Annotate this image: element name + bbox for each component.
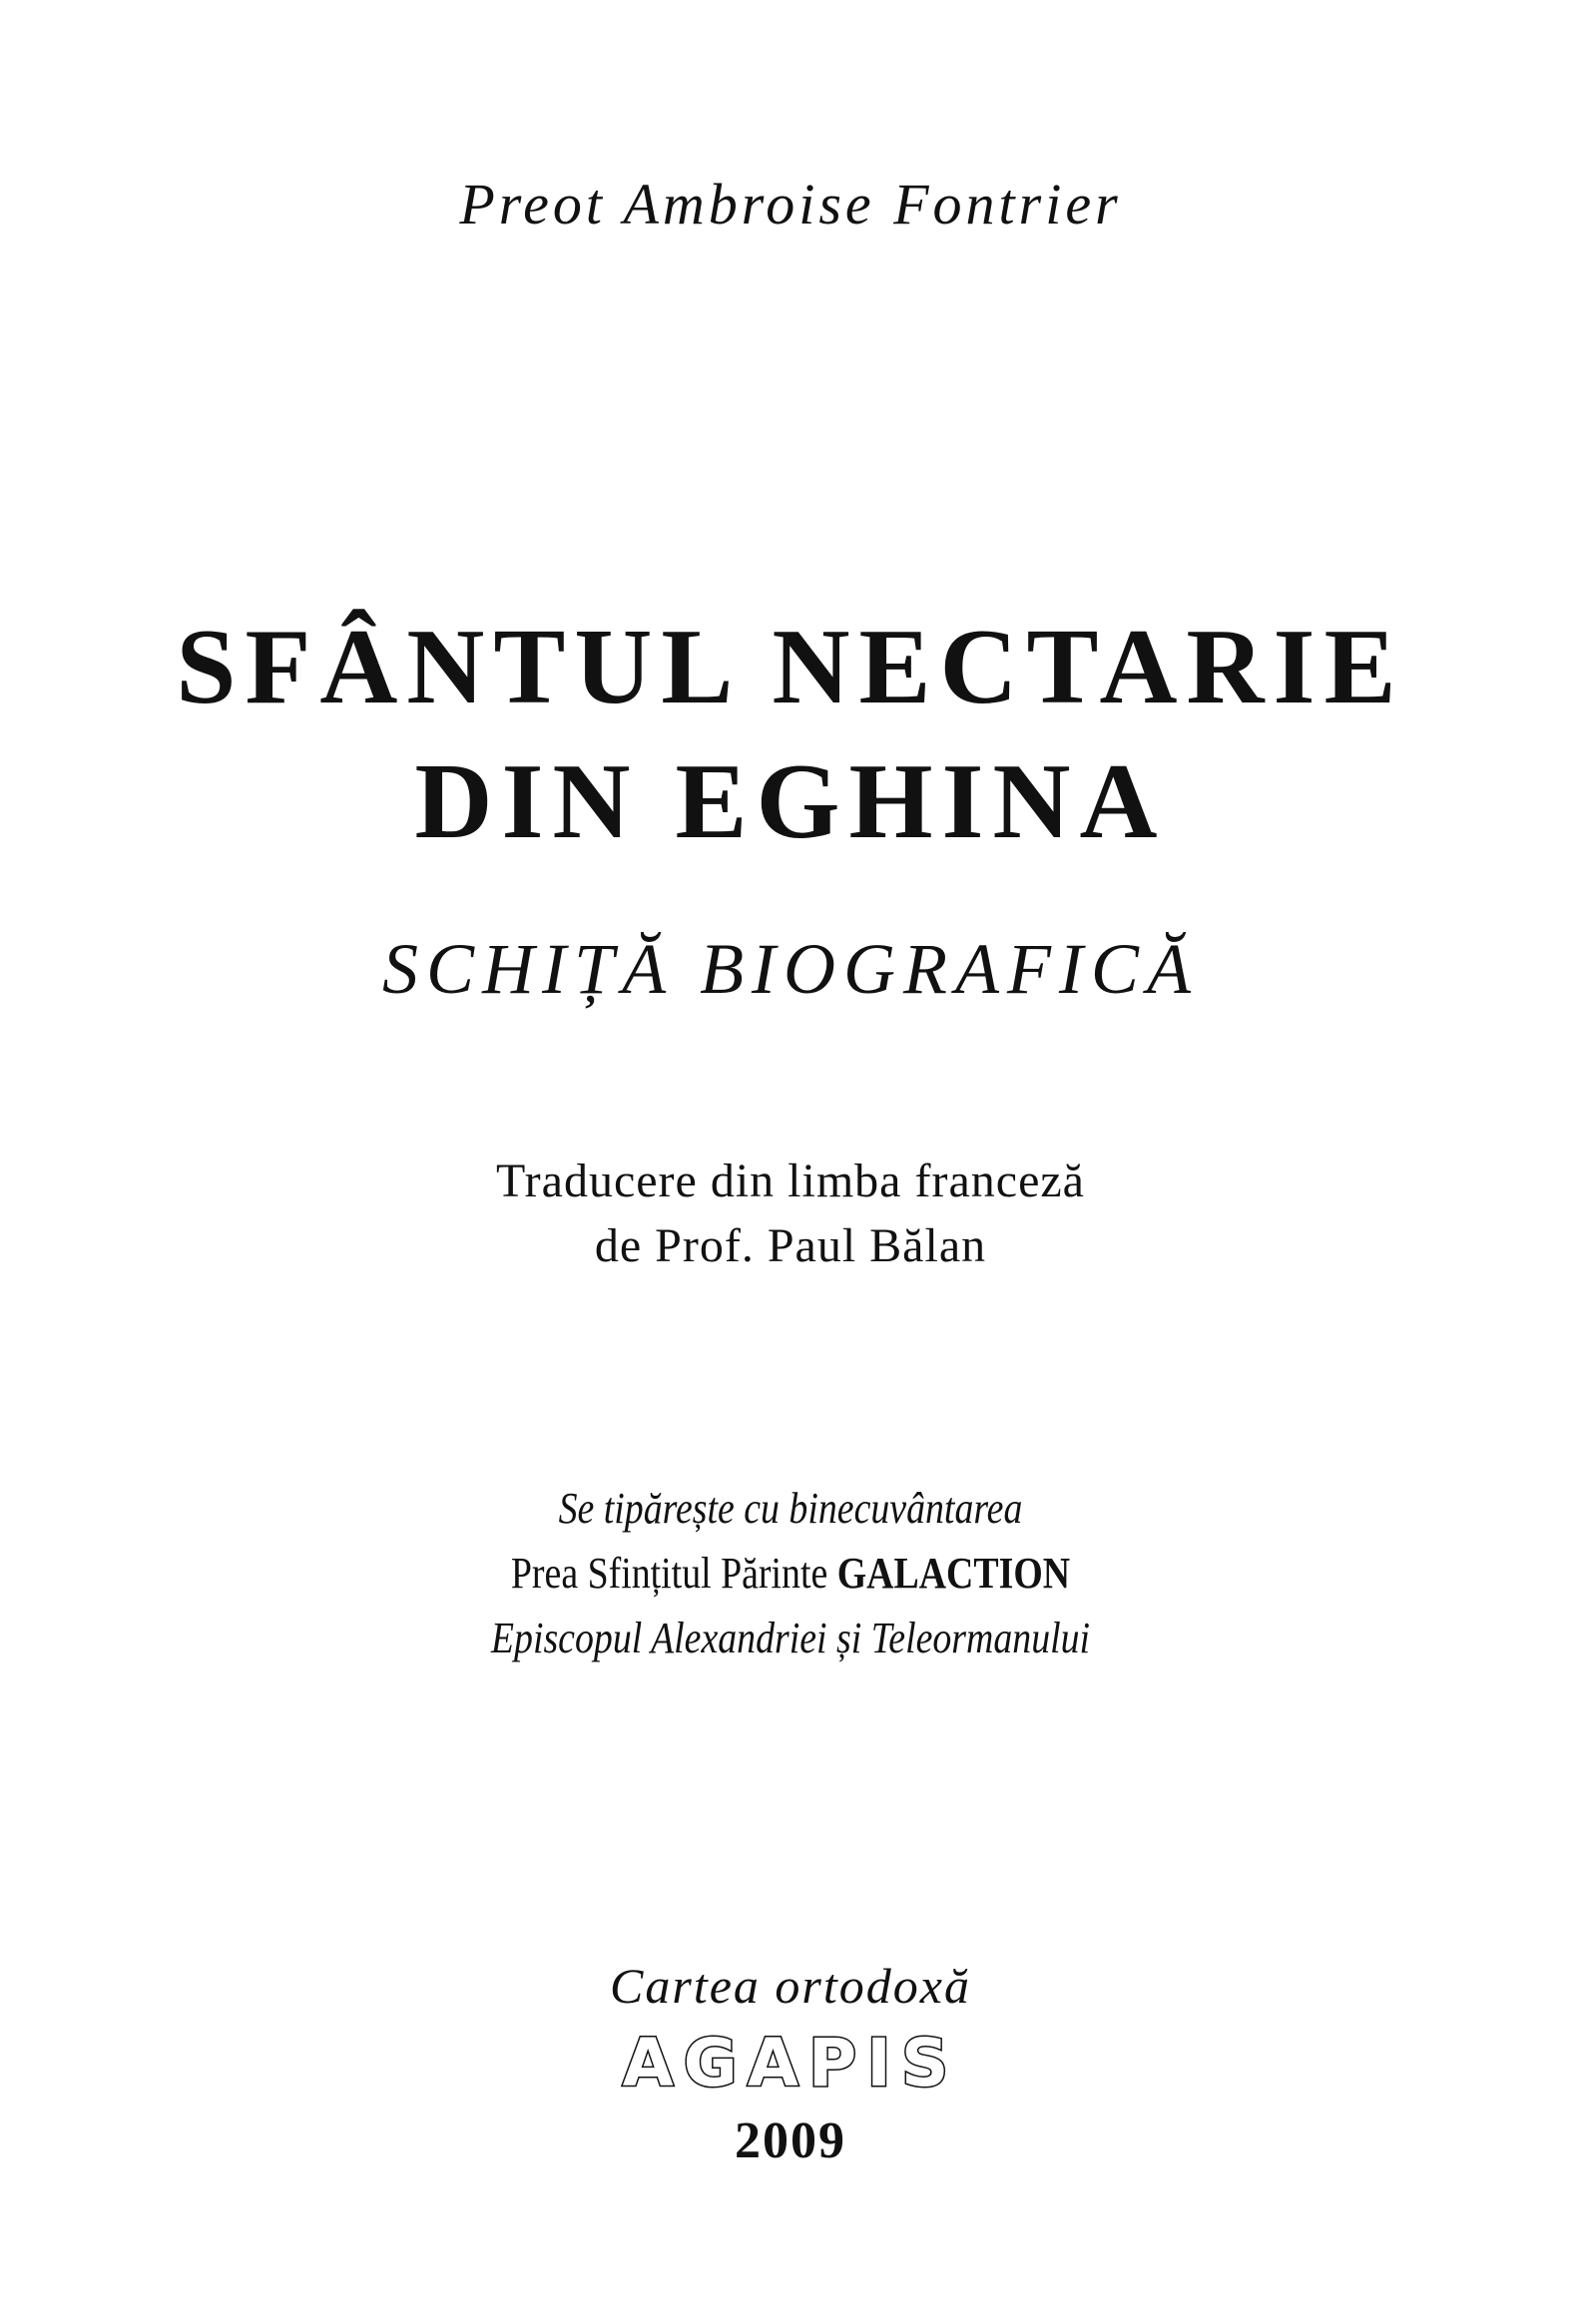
book-title-line-1: SFÂNTUL NECTARIE xyxy=(176,608,1405,726)
blessing-line-1: Se tipărește cu binecuvântarea xyxy=(558,1484,1023,1533)
blessing-title: Prea Sfințitul Părinte xyxy=(510,1549,828,1598)
translation-note: Traducere din limba franceză xyxy=(496,1155,1085,1207)
book-subtitle: SCHIȚĂ BIOGRAFICĂ xyxy=(382,929,1199,1009)
blessing-line-2 xyxy=(111,1549,1470,1598)
publisher-series: Cartea ortodoxă xyxy=(610,1958,971,2014)
translator-name: de Prof. Paul Bălan xyxy=(594,1219,987,1272)
publication-year: 2009 xyxy=(735,2112,846,2169)
author-name: Preot Ambroise Fontrier xyxy=(459,172,1122,236)
blessing-line-3: Episcopul Alexandriei și Teleormanului xyxy=(490,1614,1091,1662)
bishop-name: GALACTION xyxy=(836,1549,1071,1598)
publisher-logo: AGAPIS xyxy=(622,2025,959,2101)
book-title-line-2: DIN EGHINA xyxy=(414,742,1167,861)
